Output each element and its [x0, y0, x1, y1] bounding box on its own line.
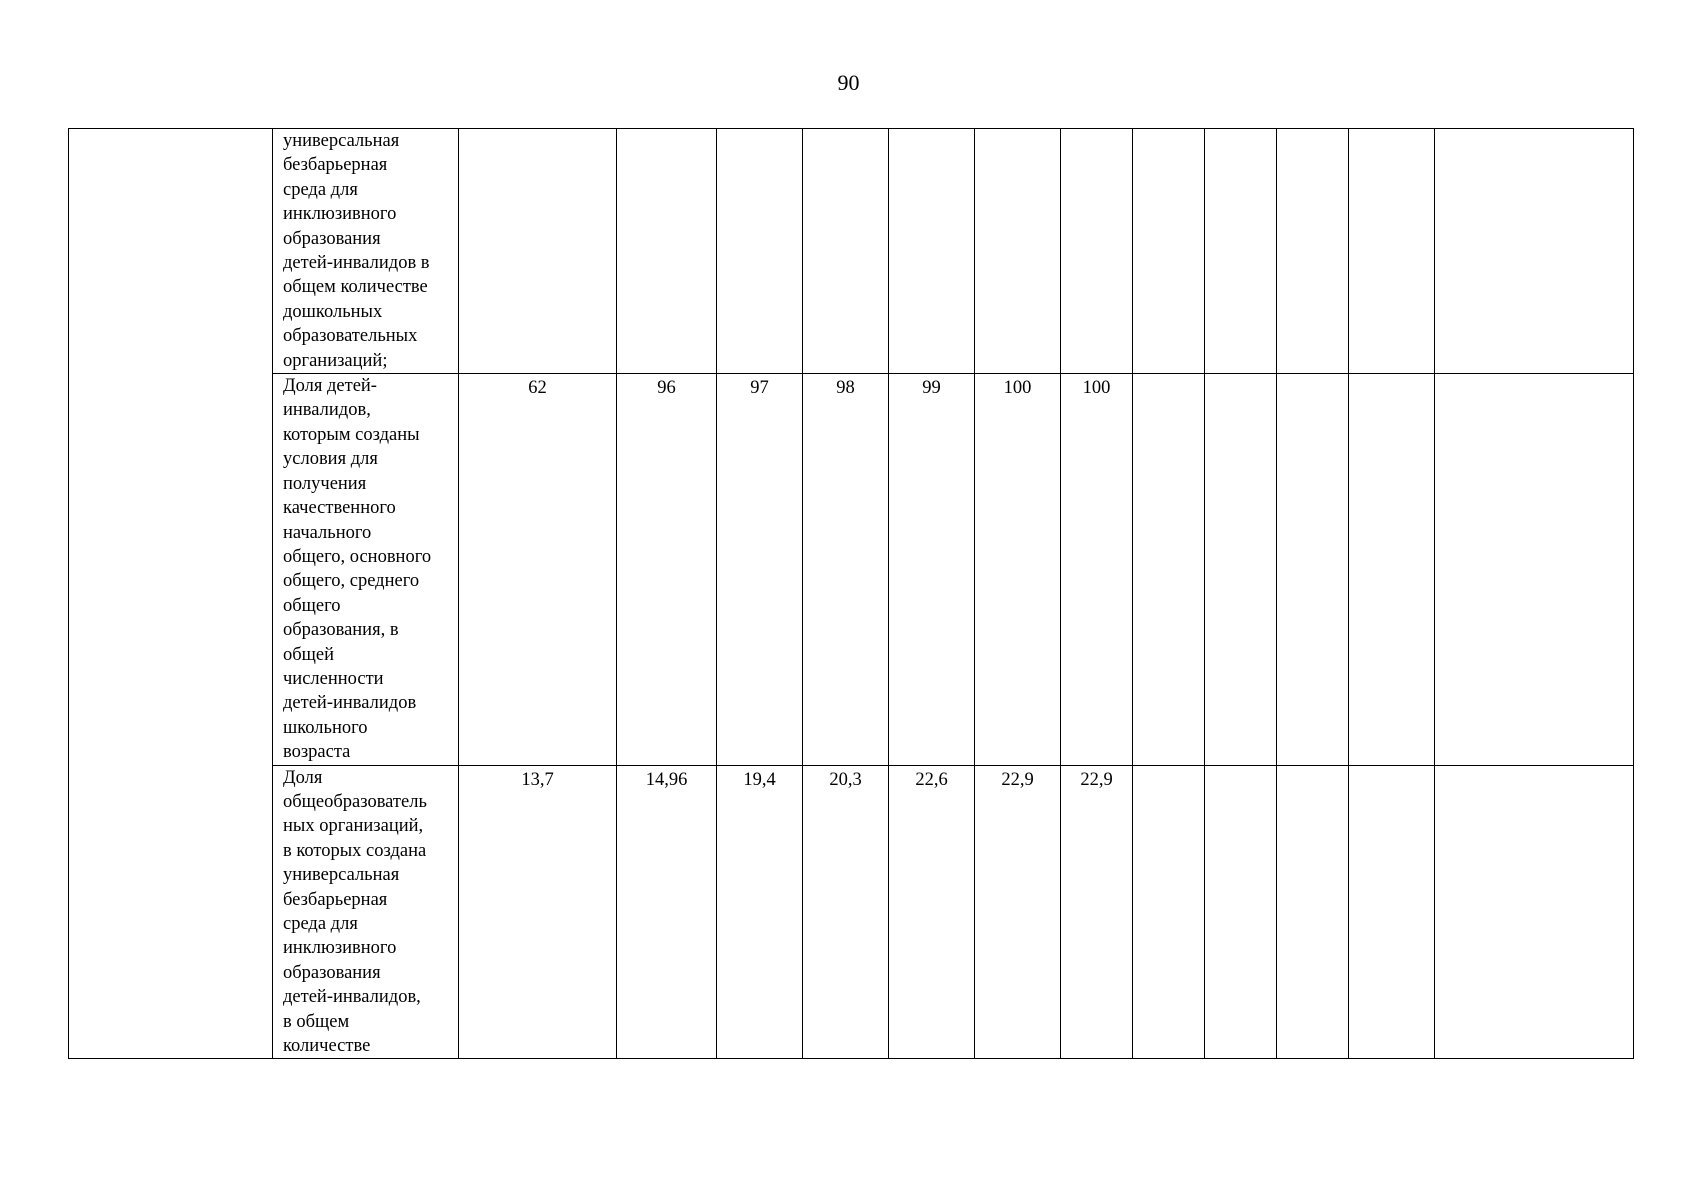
value-cell	[1205, 765, 1277, 1059]
value-cell	[975, 129, 1061, 374]
value-cell: 62	[459, 374, 617, 766]
value-cell	[1349, 129, 1435, 374]
value-cell: 19,4	[717, 765, 803, 1059]
indicator-name-cell: Доля детей- инвалидов, которым созданы условия для получения качественного начального общего, основного общего, среднего общего образования, в общей численности детей-инвалидов школьного возраста	[273, 374, 459, 766]
table-row	[69, 129, 1634, 374]
value-cell: 97	[717, 374, 803, 766]
value-cell	[803, 129, 889, 374]
value-cell	[1133, 374, 1205, 766]
value-cell	[1435, 374, 1634, 766]
value-cell	[1277, 765, 1349, 1059]
value-cell	[1133, 129, 1205, 374]
value-cell	[1435, 765, 1634, 1059]
value-cell	[1349, 374, 1435, 766]
page-number: 90	[837, 70, 860, 95]
value-cell	[1061, 129, 1133, 374]
value-cell: 22,9	[1061, 765, 1133, 1059]
value-cell: 96	[617, 374, 717, 766]
indicator-name-cell: Доля общеобразователь ных организаций, в которых создана универсальная безбарьерная среда для инклюзивного образования детей-инвалидов, в общем количестве	[273, 765, 459, 1059]
value-cell	[1205, 374, 1277, 766]
value-cell	[717, 129, 803, 374]
value-cell: 98	[803, 374, 889, 766]
value-cell: 100	[1061, 374, 1133, 766]
value-cell	[1277, 129, 1349, 374]
value-cell	[889, 129, 975, 374]
table-row	[69, 765, 1634, 1059]
value-cell	[459, 129, 617, 374]
value-cell: 20,3	[803, 765, 889, 1059]
value-cell: 22,9	[975, 765, 1061, 1059]
value-cell	[1277, 374, 1349, 766]
value-cell: 100	[975, 374, 1061, 766]
value-cell	[1205, 129, 1277, 374]
value-cell: 14,96	[617, 765, 717, 1059]
indicators-table	[68, 128, 1634, 1059]
indicator-name-cell: универсальная безбарьерная среда для инклюзивного образования детей-инвалидов в общем количестве дошкольных образовательных организаций;	[273, 129, 459, 374]
value-cell: 99	[889, 374, 975, 766]
value-cell	[1133, 765, 1205, 1059]
value-cell: 22,6	[889, 765, 975, 1059]
table-row	[69, 374, 1634, 766]
value-cell	[1435, 129, 1634, 374]
value-cell	[1349, 765, 1435, 1059]
value-cell	[617, 129, 717, 374]
value-cell: 13,7	[459, 765, 617, 1059]
merged-first-column-cell	[69, 129, 273, 1059]
